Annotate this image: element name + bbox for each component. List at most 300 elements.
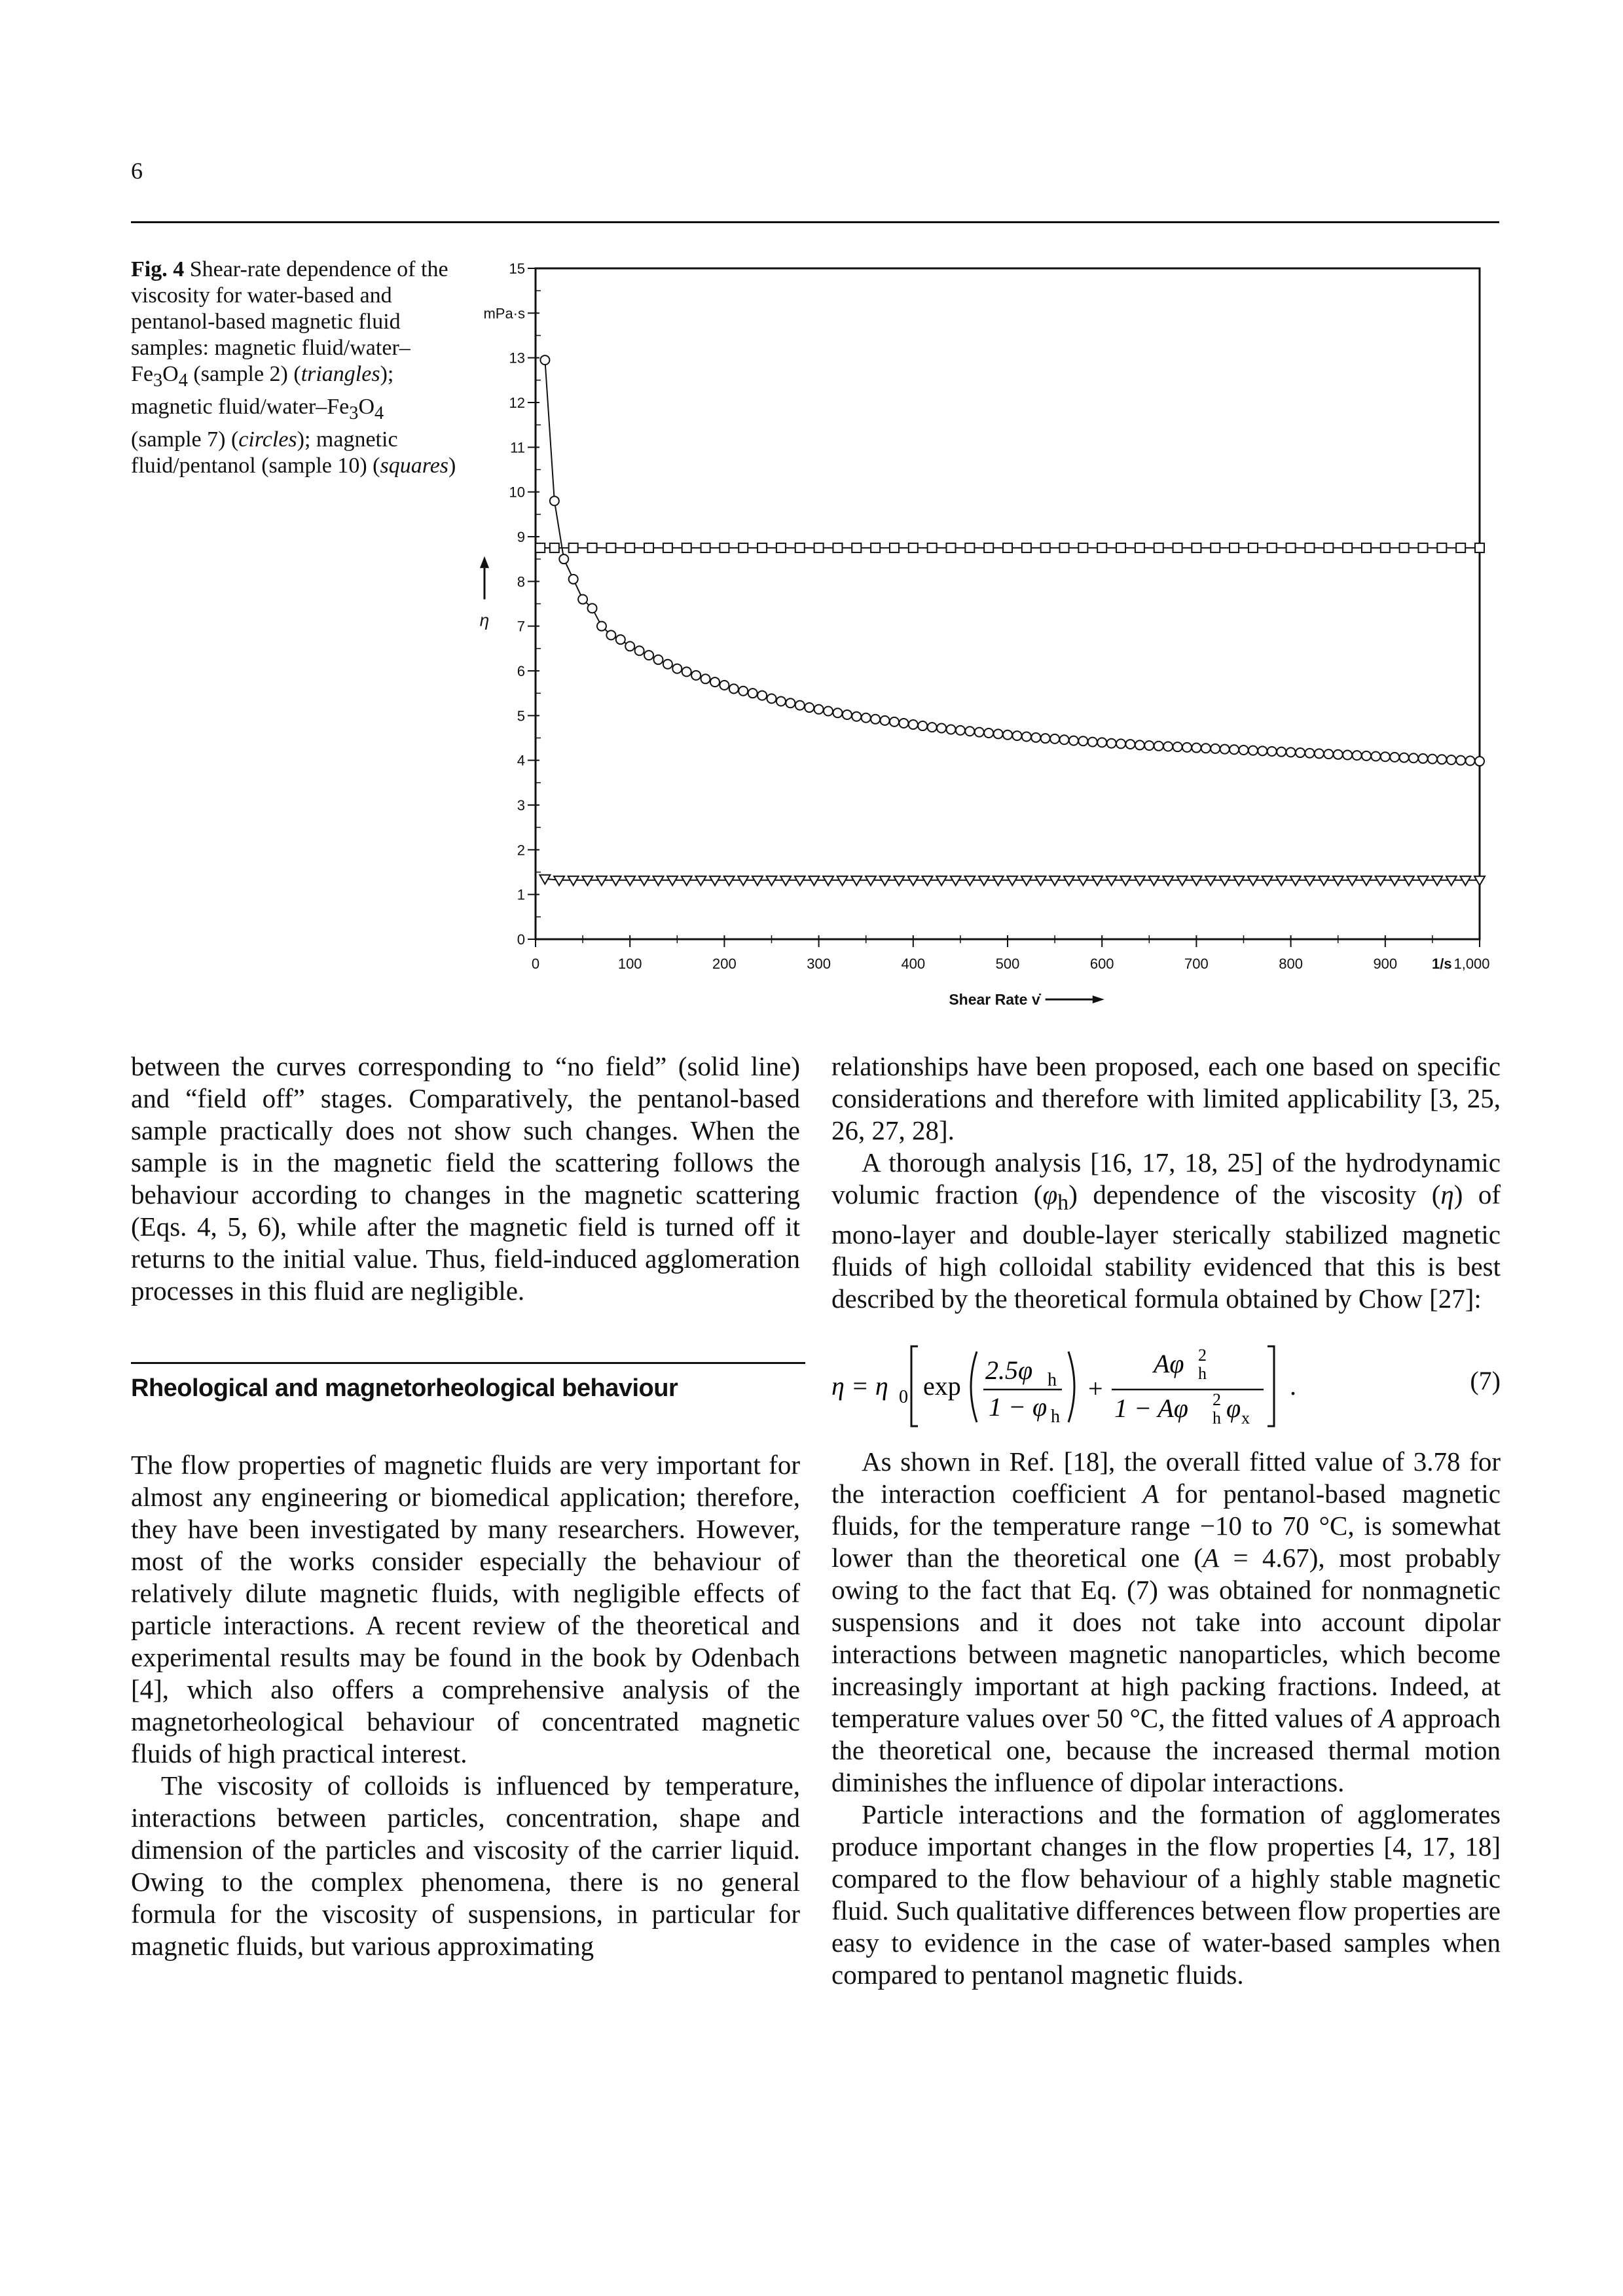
triangle-marker — [710, 876, 720, 886]
square-marker — [1116, 543, 1125, 552]
triangle-marker — [1276, 876, 1286, 886]
square-marker — [1060, 543, 1069, 552]
circle-marker — [550, 496, 559, 505]
circle-marker — [1418, 754, 1427, 763]
circle-marker — [786, 698, 795, 708]
paragraph: Particle interactions and the formation of agglomerates produce important changes in the flow properties [4, 17, 18] compared to the flow behaviour of a highly stable magnetic fluid. Such qualitative differences between flow properties are easy to evidence in the case of water-based samples when compared to pentanol magnetic fluids. — [831, 1799, 1501, 1990]
caption-italic: circles — [238, 427, 297, 452]
square-marker — [1154, 543, 1163, 552]
paragraph: The flow properties of magnetic fluids are very important for almost any engineering or biomedical application; therefore, they have been investigated by many researchers. However, most of the works consider especially the behaviour of relatively dilute magnetic fluids, with negligible effects of particle interactions. A recent review of the theoretical and experimental results may be found in the book by Odenbach [4], which also offers a comprehensive analysis of the magnetorheological behaviour of concentrated magnetic fluids of high practical interest. — [131, 1450, 800, 1768]
paragraph: relationships have been proposed, each one based on specific considerations and therefore with limited applicability [3, 25, 26, 27, 28]. — [831, 1051, 1501, 1145]
equation-body — [831, 1335, 1303, 1439]
square-marker — [1324, 543, 1333, 552]
circle-marker — [540, 355, 549, 365]
triangle-marker — [1078, 876, 1088, 886]
circle-marker — [1078, 736, 1087, 745]
y-tick-label: 10 — [509, 484, 525, 501]
triangle-marker — [851, 876, 862, 886]
text-run: for pentanol-based magnetic fluids, for the temperature range −10 to 70 °C, is somewhat lower than the theoretical one ( — [831, 1479, 1501, 1573]
square-marker — [1173, 543, 1182, 552]
paragraph — [831, 1446, 1501, 1799]
circle-marker — [946, 725, 955, 734]
equation-7 — [831, 1328, 1501, 1439]
circle-marker — [606, 630, 615, 639]
x-tick-label: 1/s — [1432, 956, 1452, 972]
triangle-marker — [653, 876, 663, 886]
y-tick-label: 15 — [509, 260, 525, 277]
circle-marker — [965, 726, 974, 736]
circle-marker — [635, 646, 644, 655]
caption-text: (sample 2) ( — [187, 362, 301, 386]
circle-marker — [1050, 734, 1059, 744]
circle-marker — [881, 716, 890, 725]
triangle-marker — [894, 876, 904, 886]
circle-marker — [748, 689, 757, 698]
circle-marker — [1400, 753, 1409, 762]
triangle-marker — [738, 876, 748, 886]
triangle-marker — [1035, 876, 1046, 886]
square-marker — [909, 543, 918, 552]
eq-sub0: 0 — [899, 1387, 908, 1408]
y-tick-label: 9 — [517, 529, 525, 545]
x-tick-label: 600 — [1089, 956, 1114, 972]
triangle-marker — [752, 876, 763, 886]
square-marker — [1381, 543, 1390, 552]
eq-lhs: η = η — [831, 1371, 888, 1401]
caption-text: O — [358, 394, 375, 419]
square-marker — [1078, 543, 1087, 552]
caption-text: Shear-rate dependence of the viscosity for water-based and pentanol-based magnetic fluid samples: magnetic fluid/water–Fe — [131, 257, 448, 386]
x-tick-label: 800 — [1279, 956, 1303, 972]
circle-marker — [644, 651, 653, 660]
square-marker — [701, 543, 710, 552]
triangle-marker — [1191, 876, 1201, 886]
circle-marker — [805, 703, 814, 712]
square-marker — [1305, 543, 1314, 552]
triangle-marker — [823, 876, 833, 886]
y-tick-label: 12 — [509, 395, 525, 411]
paragraph: between the curves corresponding to “no field” (solid line) and “field off” stages. Comparatively, the pentanol-based sample practically does not show such changes. When the sample is in the magnetic field the scattering follows the behaviour according to changes in the magnetic scattering (Eqs. 4, 5, 6), while after the magnetic field is turned off it returns to the initial value. Thus, field-induced agglomeration processes in this fluid are negligible. — [131, 1051, 800, 1306]
circle-marker — [663, 660, 672, 669]
x-tick-label: 200 — [712, 956, 737, 972]
eq-den2-subx: x — [1241, 1408, 1250, 1428]
x-tick-label: 700 — [1184, 956, 1209, 972]
figure-caption — [131, 257, 458, 479]
eq-num2-sub: h — [1198, 1364, 1207, 1384]
eq-num2: Aφ — [1154, 1349, 1184, 1379]
triangle-marker — [1432, 876, 1442, 886]
circle-marker — [1173, 742, 1182, 751]
triangle-marker — [936, 876, 947, 886]
circle-marker — [757, 691, 767, 700]
circle-marker — [824, 707, 833, 716]
square-marker — [984, 543, 993, 552]
square-marker — [1286, 543, 1296, 552]
square-marker — [1230, 543, 1239, 552]
triangle-marker — [1149, 876, 1159, 886]
circle-marker — [710, 677, 720, 687]
math-symbol: A — [1379, 1703, 1396, 1734]
circle-marker — [1334, 750, 1343, 759]
eq-exp: exp — [923, 1371, 961, 1401]
square-marker — [663, 543, 672, 552]
eq-right-paren — [1068, 1352, 1074, 1422]
circle-marker — [937, 723, 946, 732]
x-tick-label: 1,000 — [1453, 956, 1490, 972]
triangle-marker — [1333, 876, 1343, 886]
circle-marker — [1437, 755, 1446, 764]
circle-marker — [1003, 730, 1012, 740]
triangle-marker — [682, 876, 692, 886]
viscosity-chart — [452, 245, 1525, 1005]
y-axis-label: η — [479, 610, 490, 630]
triangle-marker — [1361, 876, 1372, 886]
triangle-marker — [1064, 876, 1074, 886]
triangle-marker — [780, 876, 791, 886]
y-tick-label: 4 — [517, 752, 525, 769]
triangle-marker — [837, 876, 848, 886]
caption-text: O — [162, 362, 179, 386]
circle-marker — [1324, 749, 1333, 759]
y-tick-label: 1 — [517, 886, 525, 903]
caption-text: ); magnetic fluid/pentanol (sample 10) ( — [131, 427, 398, 478]
triangle-marker — [1389, 876, 1400, 886]
circle-marker — [1154, 742, 1163, 751]
triangle-marker — [1474, 876, 1485, 886]
square-marker — [928, 543, 937, 552]
circle-marker — [682, 667, 691, 676]
paragraph — [831, 1147, 1501, 1315]
y-tick-label: 11 — [510, 439, 525, 456]
circle-marker — [625, 641, 634, 651]
triangle-marker — [979, 876, 989, 886]
text-run: ) of mono-layer and double-layer sterically stabilized magnetic fluids of high colloidal stability evidenced that this is best described by the theoretical formula obtained by Chow [27]: — [831, 1179, 1501, 1314]
circle-marker — [1201, 744, 1211, 753]
y-tick-label: 0 — [517, 931, 525, 948]
circle-marker — [1428, 755, 1437, 764]
triangle-marker — [1304, 876, 1315, 886]
square-marker — [569, 543, 578, 552]
circle-marker — [776, 696, 786, 706]
triangle-marker — [1347, 876, 1357, 886]
triangle-marker — [1233, 876, 1244, 886]
circle-marker — [1456, 756, 1465, 765]
triangle-marker — [1120, 876, 1131, 886]
circle-marker — [1277, 747, 1286, 757]
square-marker — [536, 543, 545, 552]
section-rule — [131, 1362, 805, 1364]
square-marker — [588, 543, 597, 552]
triangle-marker — [724, 876, 735, 886]
eq-den2: 1 − Aφ — [1114, 1393, 1188, 1424]
triangle-marker — [1007, 876, 1017, 886]
circle-marker — [984, 728, 993, 738]
circle-marker — [862, 713, 871, 723]
caption-italic: squares — [380, 453, 449, 478]
circle-marker — [1022, 732, 1031, 741]
text-run: A thorough analysis [16, 17, 18, 25] of the hydrodynamic volumic fraction ( — [831, 1147, 1501, 1210]
x-axis-arrowhead — [1093, 996, 1104, 1003]
square-marker — [1475, 543, 1484, 552]
square-marker — [1211, 543, 1220, 552]
triangle-marker — [964, 876, 975, 886]
square-marker — [1097, 543, 1106, 552]
math-symbol: η — [1440, 1179, 1454, 1210]
series-line — [545, 360, 1480, 761]
text-run: ) dependence of the viscosity ( — [1068, 1179, 1441, 1210]
square-marker — [890, 543, 899, 552]
eq-den2-phix: φ — [1226, 1393, 1241, 1424]
square-marker — [1192, 543, 1201, 552]
circle-marker — [1163, 742, 1173, 751]
circle-marker — [1239, 745, 1249, 755]
y-tick-label: 2 — [517, 842, 525, 859]
circle-marker — [1475, 757, 1484, 766]
triangle-marker — [993, 876, 1004, 886]
eq-left-paren — [971, 1352, 977, 1422]
triangle-marker — [1177, 876, 1188, 886]
x-tick-label: 300 — [807, 956, 831, 972]
circle-marker — [1125, 740, 1135, 749]
triangle-marker — [1106, 876, 1117, 886]
triangle-marker — [1021, 876, 1032, 886]
x-tick-label: 400 — [901, 956, 926, 972]
square-marker — [1418, 543, 1427, 552]
text-run: As shown in Ref. [18], the overall fitted value of 3.78 for the interaction coefficient — [831, 1446, 1501, 1509]
circle-marker — [1031, 733, 1040, 742]
triangle-marker — [639, 876, 649, 886]
circle-marker — [1258, 746, 1267, 755]
y-tick-label: 3 — [517, 797, 525, 814]
square-marker — [795, 543, 805, 552]
square-marker — [757, 543, 767, 552]
eq-num1-sub: h — [1048, 1370, 1057, 1391]
triangle-marker — [1290, 876, 1301, 886]
circle-marker — [1296, 748, 1305, 757]
circle-marker — [852, 712, 861, 721]
circle-marker — [1060, 735, 1069, 744]
triangle-marker — [596, 876, 607, 886]
circle-marker — [1447, 755, 1456, 764]
circle-marker — [1343, 750, 1352, 759]
x-tick-label: 900 — [1373, 956, 1398, 972]
circle-marker — [1466, 756, 1475, 765]
circle-marker — [578, 595, 587, 604]
square-marker — [1456, 543, 1465, 552]
y-tick-label: 8 — [517, 573, 525, 590]
circle-marker — [1409, 753, 1418, 762]
circle-marker — [691, 671, 701, 680]
plot-frame — [536, 268, 1480, 939]
square-marker — [625, 543, 634, 552]
circle-marker — [767, 694, 776, 703]
eq-den1: 1 − φ — [989, 1392, 1048, 1422]
math-symbol: φ — [1042, 1179, 1058, 1210]
circle-marker — [588, 603, 597, 613]
circle-marker — [569, 575, 578, 584]
circle-marker — [1069, 736, 1078, 745]
square-marker — [1135, 543, 1144, 552]
circle-marker — [1362, 751, 1371, 761]
eq-period: . — [1290, 1371, 1296, 1401]
circle-marker — [559, 554, 568, 564]
square-marker — [1437, 543, 1446, 552]
y-tick-label: 5 — [517, 708, 525, 725]
square-marker — [644, 543, 653, 552]
circle-marker — [616, 635, 625, 644]
triangle-marker — [1319, 876, 1329, 886]
triangle-marker — [625, 876, 635, 886]
text-run: approach the theoretical one, because the increased thermal motion diminishes the influence of dipolar interactions. — [831, 1703, 1501, 1798]
triangle-marker — [767, 876, 777, 886]
triangle-marker — [1417, 876, 1428, 886]
triangle-marker — [1205, 876, 1216, 886]
triangle-marker — [1135, 876, 1145, 886]
circle-marker — [653, 655, 663, 664]
circle-marker — [1230, 745, 1239, 754]
square-marker — [871, 543, 880, 552]
circle-marker — [672, 664, 682, 673]
square-marker — [682, 543, 691, 552]
triangle-marker — [908, 876, 919, 886]
circle-marker — [1286, 747, 1296, 757]
circle-marker — [1390, 753, 1399, 762]
square-marker — [1249, 543, 1258, 552]
circle-marker — [928, 723, 937, 732]
circle-marker — [909, 720, 918, 729]
triangle-marker — [1262, 876, 1273, 886]
eq-left-bracket — [911, 1346, 918, 1426]
eq-right-bracket — [1267, 1346, 1274, 1426]
y-tick-label: mPa·s — [483, 305, 525, 322]
text-run: = 4.67), most probably owing to the fact that Eq. (7) was obtained for nonmagnetic suspensions and it does not take into account dipolar interactions between magnetic nanoparticles, which become increasingly important at high packing fractions. Indeed, at temperature values over 50 °C, the fitted values of — [831, 1543, 1501, 1734]
square-marker — [739, 543, 748, 552]
triangle-marker — [582, 876, 593, 886]
circle-marker — [1041, 734, 1050, 743]
square-marker — [1362, 543, 1371, 552]
circle-marker — [1353, 751, 1362, 760]
triangle-marker — [1446, 876, 1457, 886]
circle-marker — [1107, 739, 1116, 748]
circle-marker — [1135, 740, 1144, 749]
square-marker — [720, 543, 729, 552]
x-tick-label: 500 — [995, 956, 1020, 972]
triangle-marker — [611, 876, 621, 886]
chart-svg — [452, 245, 1525, 1005]
figure-label: Fig. 4 — [131, 257, 185, 281]
triangle-marker — [695, 876, 706, 886]
circle-marker — [1182, 743, 1192, 752]
triangle-marker — [951, 876, 961, 886]
x-axis-label: Shear Rate γ̇ — [949, 991, 1040, 1005]
square-marker — [946, 543, 955, 552]
caption-text: (sample 7) ( — [131, 427, 239, 452]
math-subscript: h — [1057, 1191, 1069, 1215]
circle-marker — [1220, 745, 1230, 754]
circle-marker — [1249, 746, 1258, 755]
eq-den2-sub: h — [1213, 1408, 1221, 1428]
square-marker — [776, 543, 786, 552]
square-marker — [1003, 543, 1012, 552]
circle-marker — [918, 721, 927, 730]
circle-marker — [871, 715, 880, 724]
section-heading: Rheological and magnetorheological behaviour — [131, 1374, 678, 1402]
x-tick-label: 0 — [531, 956, 540, 972]
circle-marker — [1097, 738, 1106, 747]
header-rule — [131, 221, 1499, 223]
circle-marker — [720, 681, 729, 690]
y-tick-label: 13 — [509, 350, 525, 367]
triangle-marker — [1404, 876, 1414, 886]
triangle-marker — [1163, 876, 1173, 886]
circle-marker — [833, 708, 842, 717]
caption-italic: triangles — [301, 362, 380, 386]
circle-marker — [1192, 744, 1201, 753]
triangle-marker — [1248, 876, 1258, 886]
triangle-marker — [568, 876, 579, 886]
circle-marker — [597, 622, 606, 631]
triangle-marker — [922, 876, 932, 886]
triangle-marker — [554, 876, 564, 886]
circle-marker — [899, 719, 908, 728]
eq-den2-sup: 2 — [1213, 1390, 1221, 1410]
circle-marker — [843, 710, 852, 719]
circle-marker — [1371, 752, 1380, 761]
eq-den1-sub: h — [1051, 1407, 1060, 1427]
circle-marker — [1088, 738, 1097, 747]
triangle-marker — [809, 876, 819, 886]
y-axis-arrowhead — [480, 556, 489, 568]
math-symbol: A — [1142, 1479, 1159, 1509]
triangle-marker — [795, 876, 805, 886]
triangle-marker — [1220, 876, 1230, 886]
square-marker — [1343, 543, 1352, 552]
y-tick-label: 6 — [517, 663, 525, 679]
square-marker — [1022, 543, 1031, 552]
caption-text: ); magnetic fluid/water–Fe — [131, 362, 394, 419]
circle-marker — [994, 729, 1003, 738]
paragraph: The viscosity of colloids is influenced by temperature, interactions between particles, concentration, shape and dimension of the particles and viscosity of the carrier liquid. Owing to the complex phenomena, there is no general formula for the viscosity of suspensions, in particular for magnetic fluids, but various approximating — [131, 1770, 800, 1961]
circle-marker — [729, 684, 739, 693]
circle-marker — [890, 717, 899, 726]
circle-marker — [975, 728, 984, 737]
circle-marker — [1211, 744, 1220, 753]
circle-marker — [814, 705, 824, 714]
circle-marker — [1144, 741, 1154, 750]
triangle-marker — [1460, 876, 1470, 886]
eq-num1: 2.5φ — [985, 1355, 1033, 1386]
caption-text: ) — [448, 453, 456, 478]
circle-marker — [1381, 752, 1390, 761]
circle-marker — [1116, 739, 1125, 748]
circle-marker — [956, 726, 965, 735]
caption-sub: 4 — [178, 370, 188, 391]
circle-marker — [1012, 731, 1021, 740]
caption-sub: 3 — [153, 370, 163, 391]
triangle-marker — [866, 876, 876, 886]
circle-marker — [1315, 749, 1324, 758]
circle-marker — [701, 674, 710, 683]
caption-sub: 3 — [349, 403, 359, 423]
triangle-marker — [1049, 876, 1060, 886]
circle-marker — [1305, 749, 1314, 758]
square-marker — [814, 543, 824, 552]
triangle-marker — [1376, 876, 1386, 886]
square-marker — [1400, 543, 1409, 552]
right-column — [831, 1050, 1501, 1991]
caption-sub: 4 — [374, 403, 384, 423]
eq-num2-sup: 2 — [1198, 1346, 1207, 1365]
